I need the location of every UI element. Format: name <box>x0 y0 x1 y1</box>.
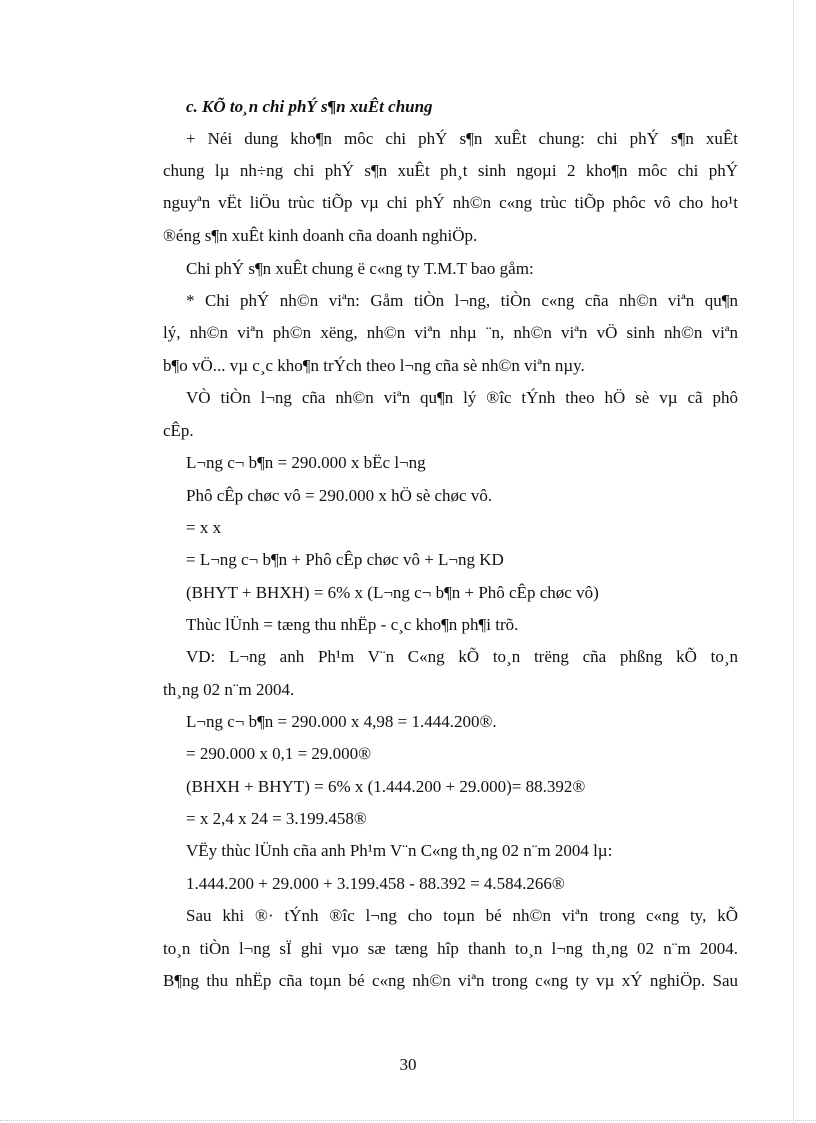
text-line: * Chi phÝ nh©n viªn: Gåm tiÒn l¬ng, tiÒn c«ng cña nh©n viªn qu¶n <box>186 291 738 310</box>
text-line: + Néi dung kho¶n môc chi phÝ s¶n xuÊt chung: chi phÝ s¶n xuÊt <box>186 129 738 148</box>
text-line: Thùc lÜnh = tæng thu nhËp - c¸c kho¶n ph¶i trõ. <box>186 615 519 634</box>
text-line: VËy thùc lÜnh cña anh Ph¹m V¨n C«ng th¸ng 02 n¨m 2004 lµ: <box>186 841 613 860</box>
text-line: Sau khi ®· tÝnh ®îc l¬ng cho toµn bé nh©n viªn trong c«ng ty, kÕ <box>186 906 738 925</box>
text-line: nguyªn vËt liÖu trùc tiÕp vµ chi phÝ nh©n c«ng trùc tiÕp phôc vô cho ho¹t <box>163 193 738 212</box>
text-line: b¶o vÖ... vµ c¸c kho¶n trÝch theo l¬ng cña sè nh©n viªn nµy. <box>163 356 585 375</box>
text-line: ®éng s¶n xuÊt kinh doanh cña doanh nghiÖp. <box>163 226 478 245</box>
text-line: chung lµ nh÷ng chi phÝ s¶n xuÊt ph¸t sinh ngoµi 2 kho¶n môc chi phÝ <box>163 161 738 180</box>
page-number: 30 <box>399 1055 417 1074</box>
text-line: 1.444.200 + 29.000 + 3.199.458 - 88.392 = 4.584.266® <box>186 874 565 893</box>
section-heading: c. KÕ to¸n chi phÝ s¶n xuÊt chung <box>186 97 433 116</box>
text-line: L¬ng c¬ b¶n = 290.000 x bËc l¬ng <box>186 453 426 472</box>
text-line: (BHYT + BHXH) = 6% x (L¬ng c¬ b¶n + Phô cÊp chøc vô) <box>186 583 599 602</box>
text-line: VD: L¬ng anh Ph¹m V¨n C«ng kÕ to¸n trëng cña phßng kÕ to¸n <box>186 647 738 666</box>
text-line: VÒ tiÒn l¬ng cña nh©n viªn qu¶n lý ®îc tÝnh theo hÖ sè vµ cã phô <box>186 388 738 407</box>
text-line: L¬ng c¬ b¶n = 290.000 x 4,98 = 1.444.200®. <box>186 712 497 731</box>
text-line: = L¬ng c¬ b¶n + Phô cÊp chøc vô + L¬ng KD <box>186 550 504 569</box>
text-line: = 290.000 x 0,1 = 29.000® <box>186 744 372 763</box>
text-line: to¸n tiÒn l¬ng sÏ ghi vµo sæ tæng hîp thanh to¸n l¬ng th¸ng 02 n¨m 2004. <box>163 939 738 958</box>
text-line: B¶ng thu nhËp cña toµn bé c«ng nh©n viªn trong c«ng ty vµ xÝ nghiÖp. Sau <box>163 971 738 990</box>
text-line: = x x <box>186 518 222 537</box>
text-line: th¸ng 02 n¨m 2004. <box>163 680 295 699</box>
text-line: = x 2,4 x 24 = 3.199.458® <box>186 809 367 828</box>
text-line: lý, nh©n viªn ph©n xëng, nh©n viªn nhµ ¨n, nh©n viªn vÖ sinh nh©n viªn <box>163 323 738 342</box>
text-line: Phô cÊp chøc vô = 290.000 x hÖ sè chøc vô. <box>186 486 493 505</box>
page-frame-bottom <box>0 1120 816 1121</box>
text-line: Chi phÝ s¶n xuÊt chung ë c«ng ty T.M.T bao gåm: <box>186 259 534 278</box>
page-frame-right <box>793 0 794 1123</box>
text-line: (BHXH + BHYT) = 6% x (1.444.200 + 29.000)= 88.392® <box>186 777 586 796</box>
text-line: cÊp. <box>163 421 194 440</box>
